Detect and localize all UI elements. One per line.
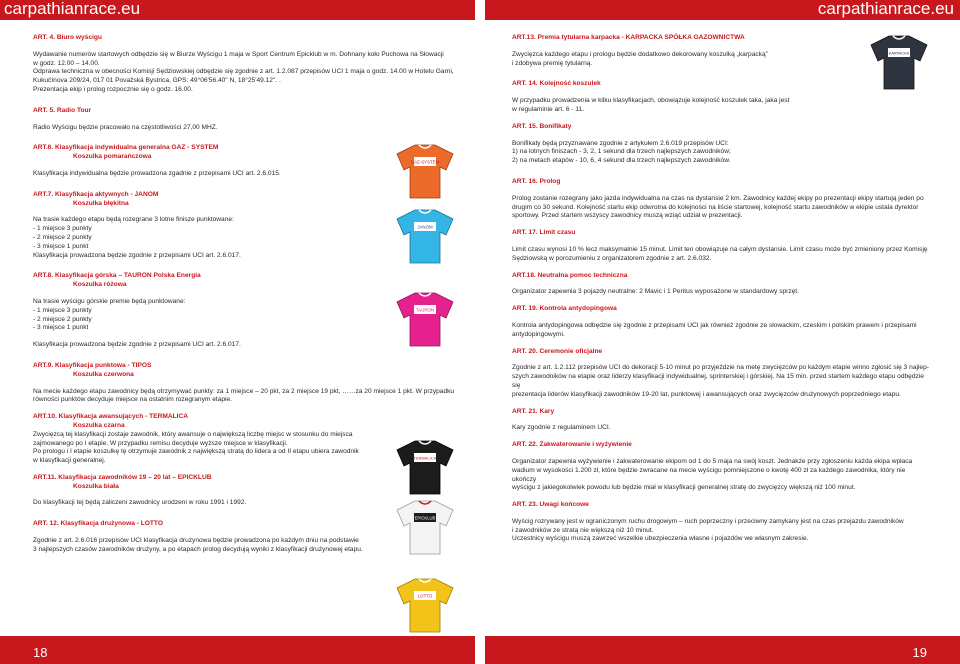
art14-line: w regulaminie art. 6 - 11. xyxy=(512,105,585,113)
art6-title: ART.6. Klasyfikacja indywidualna generalna GAZ - SYSTEM xyxy=(33,144,219,152)
art15-line: 1) na lotnych finiszach - 3, 2, 1 sekund dla trzech najlepszych zawodników; xyxy=(512,148,731,156)
art16-line: Prolog zostanie rozegrany jako jazda indywidualna na czas na dystansie 2 km. Zawodnicy każdej ekipy po prezentacji ekipy startują jeden po xyxy=(512,194,924,202)
art21-title: ART. 21. Kary xyxy=(512,407,555,415)
navy-jersey-icon xyxy=(867,33,931,91)
art6-subtitle: Koszulka pomarańczowa xyxy=(73,153,152,161)
art8-line: - 3 miejsce 1 punkt xyxy=(33,324,89,332)
white-jersey-icon xyxy=(393,498,457,556)
art8-line: Na trasie wyścigu górskie premie będą punktowane: xyxy=(33,297,186,305)
art19-line: Kontrola antydopingowa odbędzie się zgodnie z przepisami UCI jak również zgodnie ze słowackim, czeskim i polskim prawem i przepisami xyxy=(512,321,917,329)
orange-jersey-icon xyxy=(393,142,457,200)
art12-title: ART. 12. Klasyfikacja drużynowa - LOTTO xyxy=(33,520,163,528)
art17-line: Sędziowską w porozumieniu z organizatorem zgodnie z art. 2.6.032. xyxy=(512,254,712,262)
art8-line: - 1 miejsce 3 punkty xyxy=(33,306,92,314)
brand-left: carpathianrace.eu xyxy=(4,0,141,18)
art10-line: Zwycięzcą tej klasyfikacji zostaje zawodnik, który awansuje o największą liczbę miejsc w stosunku do miejsca xyxy=(33,430,353,438)
jersey-logo-text: KARPACKA xyxy=(888,51,910,56)
art4-line: Prezentacja ekip i prolog rozpocznie się o godz. 16.00. xyxy=(33,85,193,93)
right-page xyxy=(512,34,930,544)
art23-line: Uczestnicy wyścigu muszą zawrzeć wszelkie ubezpieczenia własne i pojazdów we własnym zakresie. xyxy=(512,535,809,543)
art9-title: ART.9. Klasyfikacja punktowa - TIPOS xyxy=(33,361,152,369)
art20-title: ART. 20. Ceremonie oficjalne xyxy=(512,347,603,355)
black-jersey-icon xyxy=(393,438,457,496)
art9-line: Na mecie każdego etapu zawodnicy będą otrzymywać punkty: za 1 miejsce – 20 pkt, za 2 miejsce 19 pkt, ……za 20 miejsce 1 pkt. W przypadku xyxy=(33,387,455,395)
art15-line: 2) na metach etapów - 10, 6, 4 sekund dla trzech najlepszych zawodników. xyxy=(512,157,731,165)
jersey-body xyxy=(397,579,453,632)
art13-line: Zwycięzca każdego etapu i prologu będzie dodatkowo dekorowany koszulką „karpacką” xyxy=(512,50,768,58)
jersey-logo-text: GAZ-SYSTEM xyxy=(410,159,440,165)
art4-line: Wydawanie numerów startowych odbędzie się w Biurze Wyścigu 1 maja w Sport Centrum Epicklub w m. Dohnany koło Puchowa na Słowacji xyxy=(33,50,444,58)
art17-title: ART. 17. Limit czasu xyxy=(512,229,576,237)
art4-line: Kukučínova 209/24, 017 01 Považská Bystrica, GPS: 49°06'56.40" N, 18°25'49.12". . xyxy=(33,77,281,85)
art10-subtitle: Koszulka czarna xyxy=(73,421,125,429)
art15-title: ART. 15. Bonifikaty xyxy=(512,122,572,130)
art4-line: w godz. 12.00 – 14.00. xyxy=(33,59,100,67)
art8-subtitle: Koszulka różowa xyxy=(73,281,127,289)
art7-line: - 1 miejsce 3 punkty xyxy=(33,225,92,233)
jersey-logo-text: EPICKLUB xyxy=(414,515,436,521)
jersey-body xyxy=(397,145,453,198)
footer-bar-right xyxy=(485,636,960,664)
art16-line: sportowy. Przed startem wszyscy zawodnicy muszą wziąć udział w prezentacji. xyxy=(512,212,743,220)
art23-line: i zawodników ze stratą nie większą niż 10 minut. xyxy=(512,526,654,534)
art8-line: - 2 miejsce 2 punkty xyxy=(33,315,92,323)
art8-title: ART.8. Klasyfikacja górska – TAURON Polska Energia xyxy=(33,272,201,280)
brand-right: carpathianrace.eu xyxy=(817,0,954,18)
pink-jersey-icon xyxy=(393,290,457,348)
art22-line: wadium w wysokości 1.200 zł, które będzie zwracane na mecie wyścigu pomniejszone o kwotę 400 zł za każdego zawodnika, który nie ukończy xyxy=(512,466,906,483)
art5-line: Radio Wyścigu będzie pracowało na częstotliwości 27,00 MHZ. xyxy=(33,123,218,131)
art10-line: Po prologu i I etapie koszulkę tę otrzymuje zawodnik z największą stratą do lidera a od II etapu ubiera zawodnik xyxy=(33,448,359,456)
art7-line: Klasyfikacja prowadzona będzie zgodnie z przepisami UCI art. 2.6.017. xyxy=(33,251,241,259)
art7-title: ART.7. Klasyfikacja aktywnych - JANOM xyxy=(33,190,159,198)
page-number-right: 19 xyxy=(912,645,927,660)
art19-line: antydopingowymi. xyxy=(512,330,565,338)
art15-line: Bonifikaty będą przyznawane zgodnie z artykułem 2.6.019 przepisów UCI: xyxy=(512,139,729,147)
art11-title: ART.11. Klasyfikacja zawodników 19 – 20 lat – EPICKLUB xyxy=(33,473,212,481)
art13-line: i zdobywa premię tytularną. xyxy=(512,59,593,67)
art7-line: - 2 miejsce 2 punkty xyxy=(33,233,92,241)
jersey-body xyxy=(397,501,453,554)
art16-title: ART. 16. Prolog xyxy=(512,177,561,185)
art14-title: ART. 14. Kolejność koszulek xyxy=(512,80,601,88)
art7-line: Na trasie każdego etapu będą rozegrane 3 lotne finisze punktowane: xyxy=(33,216,234,224)
art20-line: Zgodnie z art. 1.2.112 przepisów UCI do dekoracji 5-10 minut po przyjeździe na metę zwycięzców po każdym etapie winno zgłosić się 3 najlep- xyxy=(512,364,929,372)
art13-title: ART.13. Premia tytularna karpacka - KARPACKA SPÓŁKA GAZOWNICTWA xyxy=(512,34,745,41)
jersey-logo-text: JANOM xyxy=(417,224,433,230)
art22-line: wyścigu z jakiegokolwiek powodu lub będzie miał w klasyfikacji generalnej stratę do zwycięzcy większą niż 100 minut. xyxy=(512,484,856,492)
jersey-body xyxy=(397,210,453,263)
art7-subtitle: Koszulka błękitna xyxy=(73,199,129,207)
art10-line: zajmowanego po I etapie. W przypadku remisu decyduje wyższe miejsce w klasyfikacji. xyxy=(33,439,288,447)
footer-bar-left xyxy=(0,636,475,664)
art4-line: Odprawa techniczna w obecności Komisji Sędziowskiej odbędzie się zgodnie z art. 1.2.087 przepisów UCI 1 maja o godz. 14.00 w Hotelu Garni, xyxy=(33,68,454,76)
art11-line: Do klasyfikacji tej będą zaliczeni zawodnicy urodzeni w roku 1991 i 1992. xyxy=(33,499,247,507)
cyan-jersey-icon xyxy=(393,207,457,265)
art16-line: drugim co 30 sekund. Kolejność startu ekip odwrotna do kolejności na liście startowej, kolejność startu zawodników w ekipie ustala dyrektor xyxy=(512,203,919,211)
art19-title: ART. 19. Kontrola antydopingowa xyxy=(512,305,617,313)
art8-after: Klasyfikacja prowadzona będzie zgodnie z przepisami UCI art. 2.6.017. xyxy=(33,341,241,349)
art23-title: ART. 23. Uwagi końcowe xyxy=(512,501,589,509)
jersey-body xyxy=(397,441,453,494)
art7-line: - 3 miejsce 1 punkt xyxy=(33,242,89,250)
jersey-logo-text: TERMALICA xyxy=(413,455,437,461)
art12-line: 3 najlepszych czasów zawodników drużyny, a po etapach prolog decydują wyniki z klasyfikacji drużynowej etapu. xyxy=(33,545,363,553)
art9-line: równości punktów decyduje miejsce na ostatnim rozegranym etapie. xyxy=(33,396,233,404)
art4-title: ART. 4. Biuro wyścigu xyxy=(33,34,102,41)
art22-line: Organizator zapewnia wyżywienie i zakwaterowanie ekipom od 1 do 5 maja na swój koszt. Jednakże przy zgłoszeniu każda ekipa wpłaca xyxy=(512,457,913,465)
art10-title: ART.10. Klasyfikacja awansujących - TERMALICA xyxy=(33,413,189,421)
jersey-logo-text: TAURON xyxy=(415,307,435,313)
jersey-body xyxy=(397,293,453,346)
yellow-jersey-icon xyxy=(393,576,457,634)
art11-subtitle: Koszulka biała xyxy=(73,482,119,490)
art23-line: Wyścig rozrywany jest w ograniczonym ruchu drogowym – ruch poprzeczny i przeciwny zamykany jest na czas przejazdu zawodników xyxy=(512,517,904,525)
jersey-body xyxy=(871,36,927,89)
art20-line: prezentacja liderów klasyfikacji zawodników 19-20 lat, punktowej i awansujących oraz zwycięzców drużynowych poprzedniego etapu. xyxy=(512,390,901,398)
art9-subtitle: Koszulka czerwona xyxy=(73,370,134,378)
art18-title: ART.18. Neutralna pomoc techniczna xyxy=(512,271,628,279)
art20-line: szych zawodników na etapie oraz liderzy klasyfikacji indywidualnej, sprinterskiej i górskiej. Na 15 min. przed startem każdego etapu odbędzie się xyxy=(512,373,924,389)
art21-line: Kary zgodnie z regulaminem UCI. xyxy=(512,424,611,432)
art14-line: W przypadku prowadzenia w kilku klasyfikacjach, obowiązuje kolejność koszulek taka, jaka jest xyxy=(512,97,790,105)
art18-line: Organizator zapewnia 3 pojazdy neutralne: 2 Mavic i 1 Peritus wyposażone w standardowy sprzęt. xyxy=(512,288,799,296)
art10-line: w klasyfikacji generalnej. xyxy=(33,457,106,465)
art17-line: Limit czasu wynosi 10 % lecz maksymalnie 15 minut. Limit ten obowiązuje na całym dystansie. Limit czasu może być zmieniony przez Komisję xyxy=(512,245,928,253)
art22-title: ART. 22. Zakwaterowanie i wyżywienie xyxy=(512,441,632,449)
art6-line: Klasyfikacja indywidualna będzie prowadzona zgadnie z przepisami UCI art. 2.6.015. xyxy=(33,169,281,177)
jersey-logo-text: LOTTO xyxy=(417,593,433,599)
page-number-left: 18 xyxy=(33,645,48,660)
art12-line: Zgodnie z art. 2.6.016 przepisów UCI klasyfikacja drużynowa będzie prowadzona po każdym dniu na podstawie xyxy=(33,537,359,545)
art5-title: ART. 5. Radio Tour xyxy=(33,106,92,114)
